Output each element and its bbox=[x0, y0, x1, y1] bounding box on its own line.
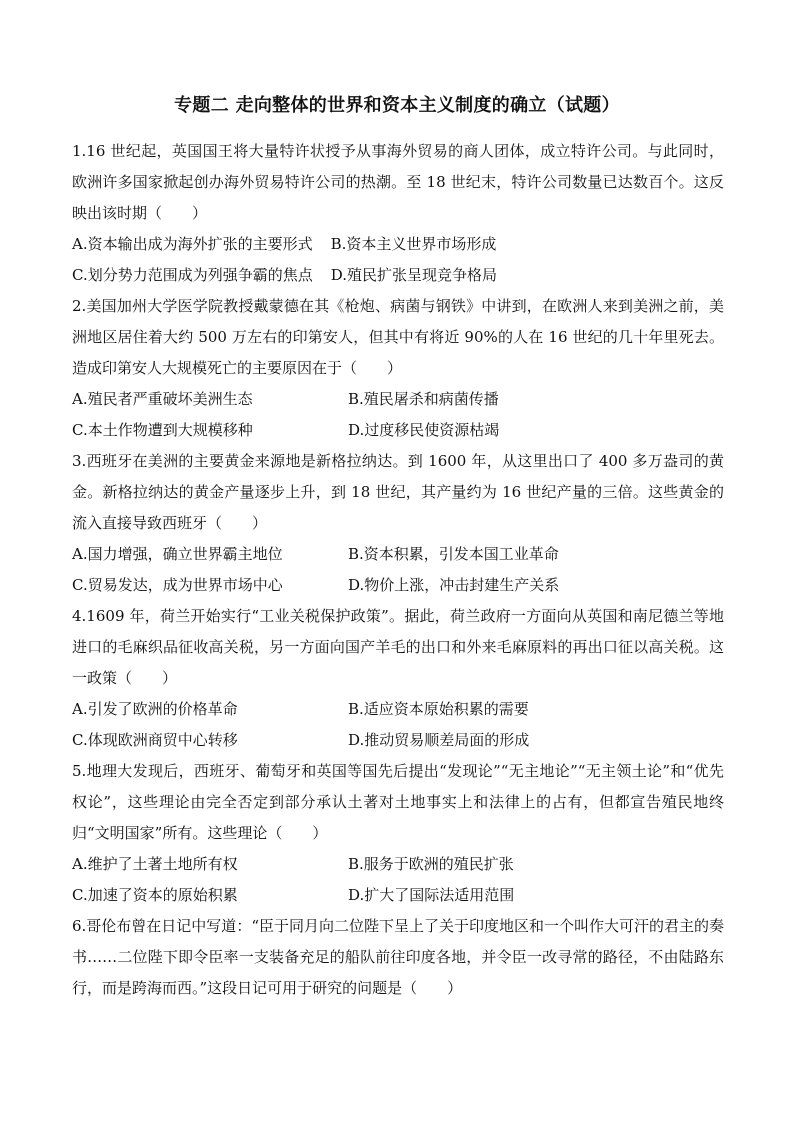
option-d: D.扩大了国际法适用范围 bbox=[348, 886, 515, 904]
question-options bbox=[72, 849, 724, 911]
question-6 bbox=[72, 911, 724, 1004]
option-b: B.适应资本原始积累的需要 bbox=[348, 700, 529, 718]
question-4 bbox=[72, 601, 724, 756]
option-c: C.体现欧洲商贸中心转移 bbox=[72, 731, 238, 749]
question-stem: 4.1609 年，荷兰开始实行“工业关税保护政策”。据此，荷兰政府一方面向从英国和南尼德兰等地进口的毛麻织品征收高关税，另一方面向国产羊毛的出口和外来毛麻原料的再出口征以高关税。这一政策（ ） bbox=[72, 607, 724, 687]
option-d: D.推动贸易顺差局面的形成 bbox=[348, 731, 530, 749]
option-d: D.殖民扩张呈现竞争格局 bbox=[330, 266, 497, 284]
option-c: C.加速了资本的原始积累 bbox=[72, 886, 238, 904]
question-options bbox=[72, 229, 724, 260]
option-a: A.国力增强，确立世界霸主地位 bbox=[72, 545, 283, 563]
question-stem: 2.美国加州大学医学院教授戴蒙德在其《枪炮、病菌与钢铁》中讲到，在欧洲人来到美洲之前，美洲地区居住着大约 500 万左右的印第安人，但其中有将近 90%的人在 16 世纪的几十年里死去。造成印第安人大规模死亡的主要原因在于（ ） bbox=[72, 297, 724, 377]
question-stem: 6.哥伦布曾在日记中写道：“臣于同月向二位陛下呈上了关于印度地区和一个叫作大可汗的君主的奏书……二位陛下即令臣率一支装备充足的船队前往印度各地，并令臣一改寻常的路径，不由陆路东行，而是跨海而西。”这段日记可用于研究的问题是（ ） bbox=[72, 917, 724, 997]
option-c: C.贸易发达，成为世界市场中心 bbox=[72, 576, 283, 594]
option-a: A.资本输出成为海外扩张的主要形式 bbox=[72, 235, 313, 253]
question-stem: 5.地理大发现后，西班牙、葡萄牙和英国等国先后提出“发现论”“无主地论”“无主领土论”和“优先权论”，这些理论由完全否定到部分承认土著对土地事实上和法律上的占有，但都宣告殖民地终归“文明国家”所有。这些理论（ ） bbox=[72, 762, 724, 842]
question-5 bbox=[72, 756, 724, 911]
option-c: C.划分势力范围成为列强争霸的焦点 bbox=[72, 266, 313, 284]
option-b: B.服务于欧洲的殖民扩张 bbox=[348, 855, 514, 873]
option-a: A.维护了土著土地所有权 bbox=[72, 855, 238, 873]
option-d: D.过度移民使资源枯竭 bbox=[348, 421, 500, 439]
question-1 bbox=[72, 136, 724, 291]
option-b: B.资本积累，引发本国工业革命 bbox=[348, 545, 559, 563]
option-d: D.物价上涨，冲击封建生产关系 bbox=[348, 576, 560, 594]
page-title: 专题二 走向整体的世界和资本主义制度的确立（试题） bbox=[174, 95, 620, 116]
option-b: B.殖民屠杀和病菌传播 bbox=[348, 390, 499, 408]
question-options bbox=[72, 539, 724, 601]
question-options bbox=[72, 384, 724, 446]
question-stem: 3.西班牙在美洲的主要黄金来源地是新格拉纳达。到 1600 年，从这里出口了 400 多万盎司的黄金。新格拉纳达的黄金产量逐步上升，到 18 世纪，其产量约为 16 世纪产量的三倍。这些黄金的流入直接导致西班牙（ ） bbox=[72, 452, 724, 532]
option-b: B.资本主义世界市场形成 bbox=[330, 235, 497, 253]
option-a: A.引发了欧洲的价格革命 bbox=[72, 700, 238, 718]
option-c: C.本土作物遭到大规模移种 bbox=[72, 421, 253, 439]
question-stem: 1.16 世纪起，英国国王将大量特许状授予从事海外贸易的商人团体，成立特许公司。与此同时，欧洲许多国家掀起创办海外贸易特许公司的热潮。至 18 世纪末，特许公司数量已达数百个。这反映出该时期（ ） bbox=[72, 142, 724, 222]
question-options bbox=[72, 694, 724, 756]
option-a: A.殖民者严重破坏美洲生态 bbox=[72, 390, 253, 408]
question-options bbox=[72, 260, 724, 291]
question-list bbox=[72, 136, 724, 1004]
question-3 bbox=[72, 446, 724, 601]
question-2 bbox=[72, 291, 724, 446]
